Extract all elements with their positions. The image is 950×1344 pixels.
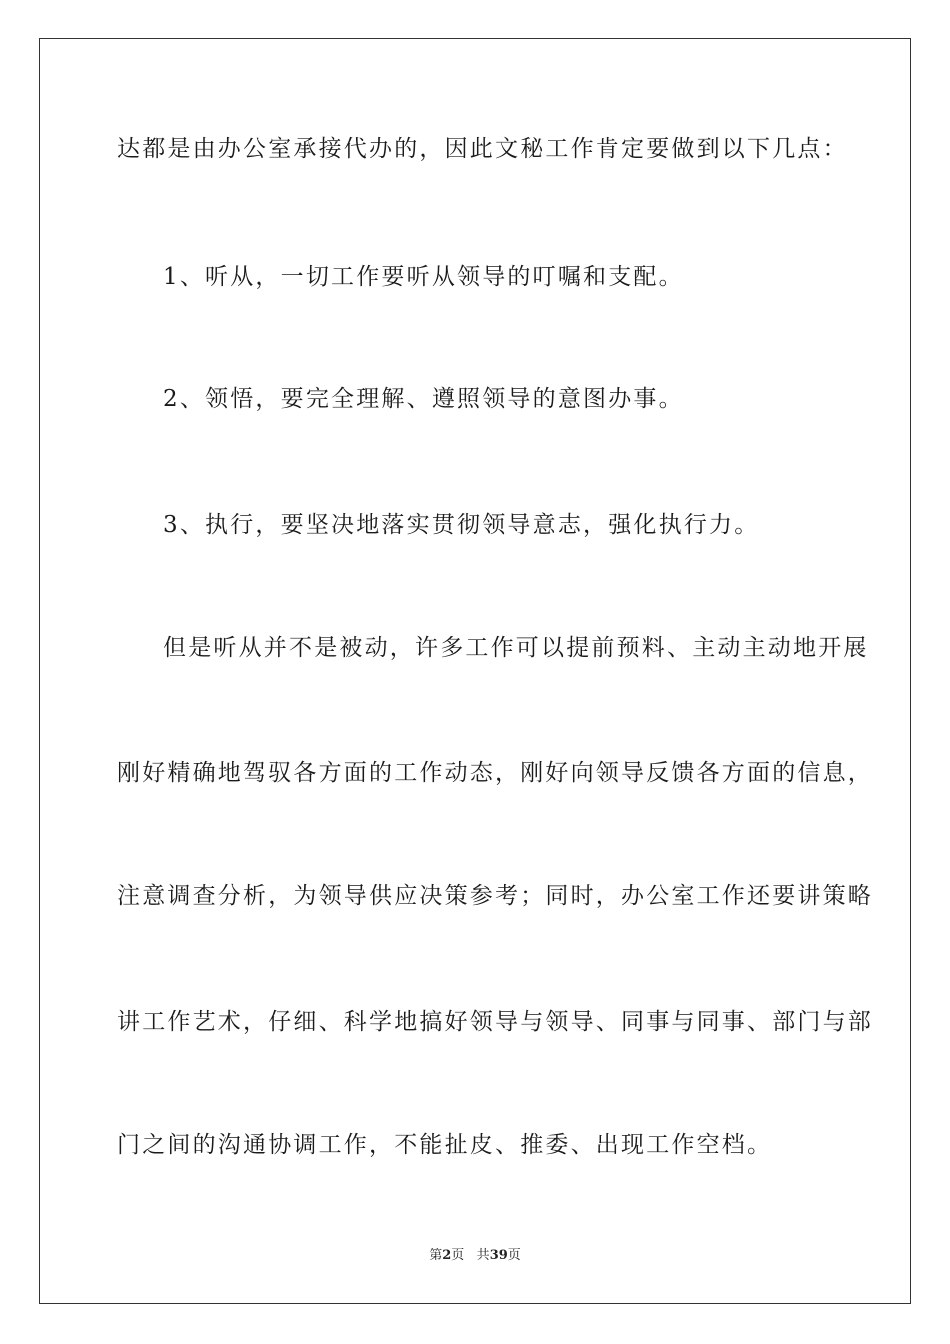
list-item-2: 2、领悟，要完全理解、遵照领导的意图办事。 bbox=[163, 386, 684, 412]
body-line-8: 讲工作艺术，仔细、科学地搞好领导与领导、同事与同事、部门与部 bbox=[117, 1009, 873, 1035]
list-item-1: 1、听从，一切工作要听从领导的叮嘱和支配。 bbox=[163, 264, 684, 290]
page-label-prefix: 第 bbox=[429, 1248, 443, 1263]
list-item-3: 3、执行，要坚决地落实贯彻领导意志，强化执行力。 bbox=[163, 512, 760, 538]
page-footer bbox=[0, 1247, 950, 1265]
page-label-suffix: 页 bbox=[451, 1248, 465, 1263]
total-label-suffix: 页 bbox=[507, 1248, 521, 1263]
body-line-1: 达都是由办公室承接代办的，因此文秘工作肯定要做到以下几点： bbox=[117, 136, 848, 162]
body-line-7: 注意调查分析，为领导供应决策参考；同时，办公室工作还要讲策略 bbox=[117, 883, 873, 909]
body-line-9: 门之间的沟通协调工作，不能扯皮、推委、出现工作空档。 bbox=[117, 1132, 773, 1158]
paragraph-start: 但是听从并不是被动，许多工作可以提前预料、主动主动地开展 bbox=[163, 635, 869, 661]
body-line-6: 刚好精确地驾驭各方面的工作动态，刚好向领导反馈各方面的信息， bbox=[117, 760, 873, 786]
page-frame bbox=[39, 38, 911, 1304]
total-label-prefix: 共 bbox=[476, 1248, 490, 1263]
page-number: 2 bbox=[442, 1248, 452, 1263]
total-pages: 39 bbox=[489, 1248, 508, 1263]
